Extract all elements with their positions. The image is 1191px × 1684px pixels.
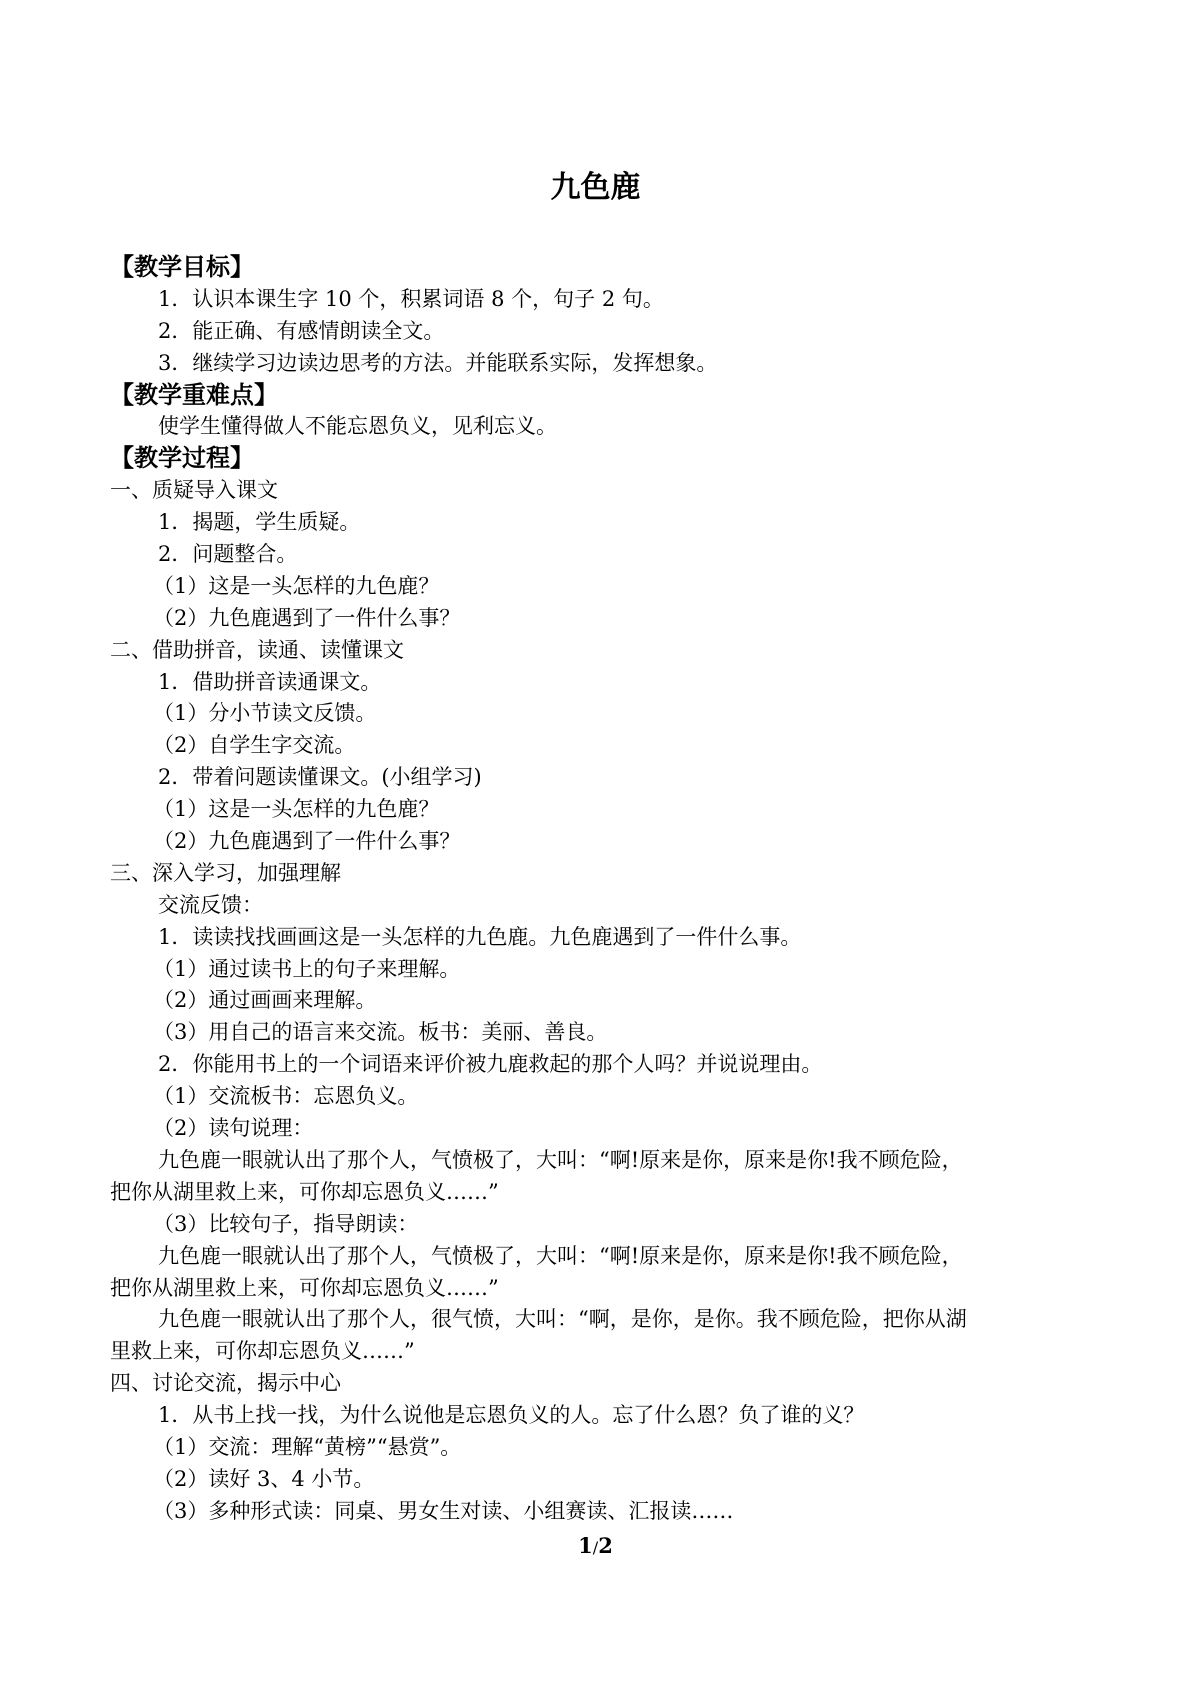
part-2-item: 1．借助拼音读通课文。 [158,669,382,694]
page-current: 1 [578,1533,593,1558]
part-1-subitem: （2）九色鹿遇到了一件什么事？ [153,605,461,630]
part-3-feedback: 交流反馈： [158,892,263,917]
key-points-text: 使学生懂得做人不能忘恩负义，见利忘义。 [158,414,557,439]
part-2-subitem: （2）九色鹿遇到了一件什么事？ [153,829,461,854]
part-4-subitem: （3）多种形式读：同桌、男女生对读、小组赛读、汇报读…… [153,1498,734,1523]
part-3-subitem: （3）比较句子，指导朗读： [153,1211,419,1236]
part-3-subitem: （1）通过读书上的句子来理解。 [153,956,461,981]
part-1-subitem: （1）这是一头怎样的九色鹿？ [153,573,440,598]
part-1-item: 1．揭题，学生质疑。 [158,510,361,535]
quote-line: 九色鹿一眼就认出了那个人，很气愤，大叫：“啊，是你，是你。我不顾危险，把你从湖 [158,1307,967,1332]
quote-line: 里救上来，可你却忘恩负义……” [110,1339,415,1364]
part-3-item: 2．你能用书上的一个词语来评价被九鹿救起的那个人吗？并说说理由。 [158,1052,823,1077]
part-1-item: 2．问题整合。 [158,542,298,567]
part-2-subitem: （1）分小节读文反馈。 [153,701,377,726]
part-4-subitem: （1）交流：理解“黄榜”“悬赏”。 [153,1434,462,1459]
part-3-subitem: （2）读句说理： [153,1116,314,1141]
part-3-subitem: （3）用自己的语言来交流。板书：美丽、善良。 [153,1020,608,1045]
part-1-title: 一、质疑导入课文 [110,478,278,503]
page-number [0,1532,1191,1562]
quote-line: 把你从湖里救上来，可你却忘恩负义……” [110,1179,499,1204]
quote-line: 九色鹿一眼就认出了那个人，气愤极了，大叫：“啊!原来是你，原来是你!我不顾危险， [158,1243,963,1268]
quote-line: 把你从湖里救上来，可你却忘恩负义……” [110,1275,499,1300]
document-title: 九色鹿 [550,170,641,205]
part-2-subitem: （2）自学生字交流。 [153,733,356,758]
goal-item: 3．继续学习边读边思考的方法。并能联系实际，发挥想象。 [158,350,718,375]
quote-line: 九色鹿一眼就认出了那个人，气愤极了，大叫：“啊!原来是你，原来是你!我不顾危险， [158,1147,963,1172]
goal-item: 2．能正确、有感情朗读全文。 [158,318,445,343]
part-2-title: 二、借助拼音，读通、读懂课文 [110,637,404,662]
part-4-subitem: （2）读好 3、4 小节。 [153,1466,375,1491]
part-3-subitem: （2）通过画画来理解。 [153,988,377,1013]
page-total: 2 [598,1533,613,1558]
part-2-item: 2．带着问题读懂课文。(小组学习) [158,765,482,790]
page-separator: / [592,1538,599,1557]
part-3-title: 三、深入学习，加强理解 [110,860,341,885]
process-heading: 【教学过程】 [110,444,254,473]
part-3-subitem: （1）交流板书：忘恩负义。 [153,1084,419,1109]
key-points-heading: 【教学重难点】 [110,380,278,409]
goals-heading: 【教学目标】 [110,253,254,281]
part-4-item: 1．从书上找一找，为什么说他是忘恩负义的人。忘了什么恩？负了谁的义？ [158,1403,865,1428]
document-body [110,252,1070,1528]
goal-item: 1．认识本课生字 10 个，积累词语 8 个，句子 2 句。 [158,286,664,311]
part-3-item: 1．读读找找画画这是一头怎样的九色鹿。九色鹿遇到了一件什么事。 [158,924,802,949]
part-2-subitem: （1）这是一头怎样的九色鹿？ [153,797,440,822]
part-4-title: 四、讨论交流，揭示中心 [110,1371,341,1396]
